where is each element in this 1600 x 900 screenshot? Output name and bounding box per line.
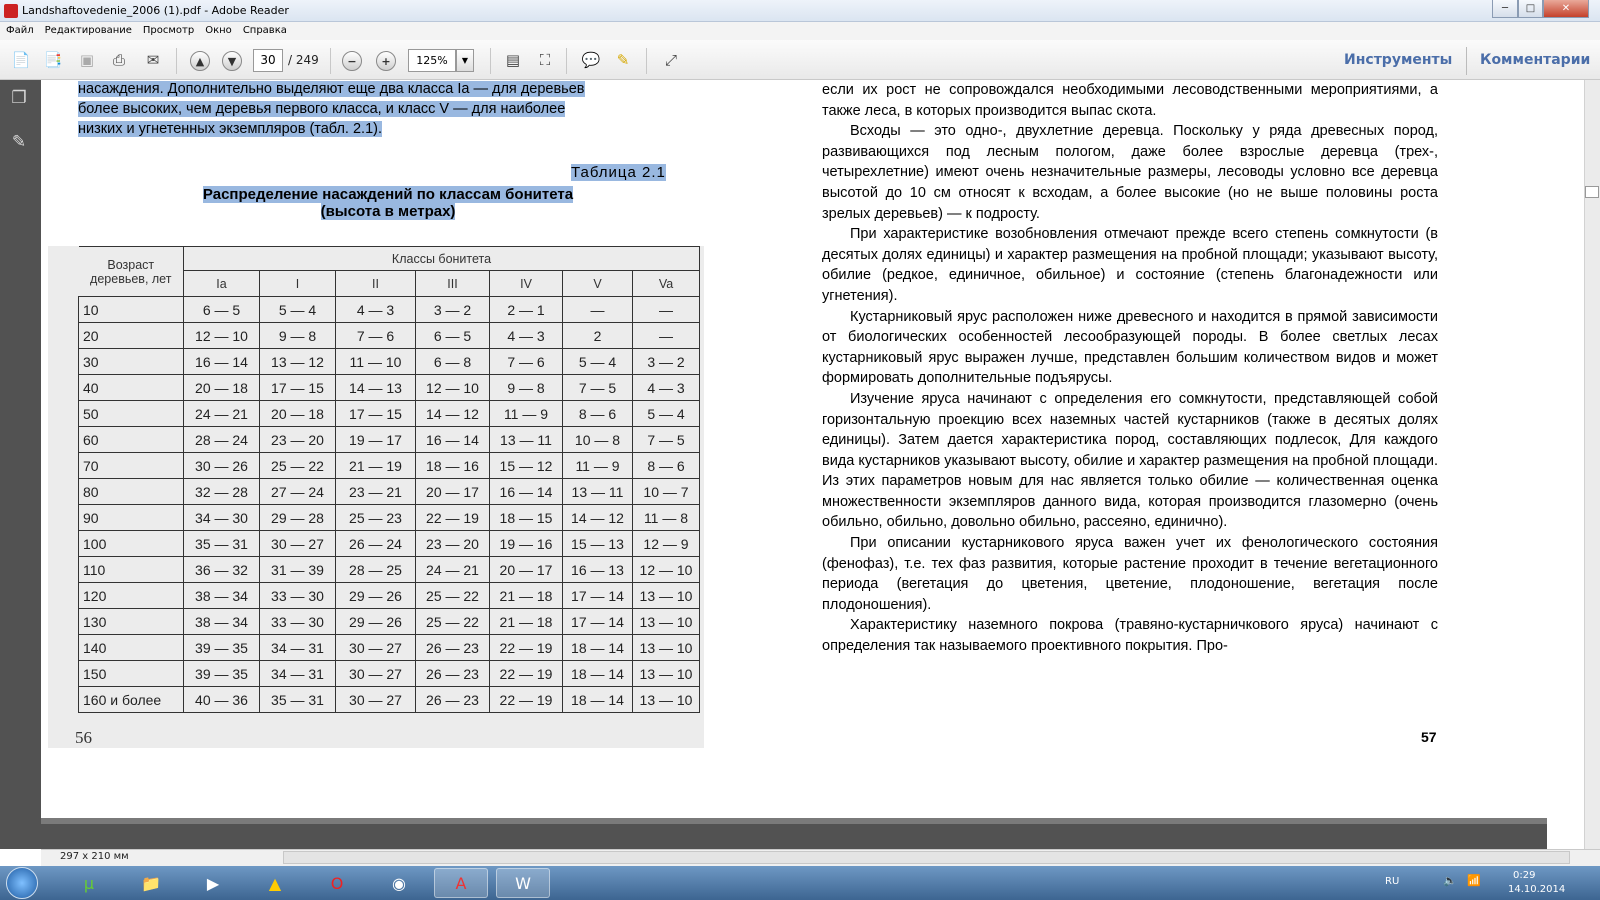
height-cell: 8 — 6 bbox=[563, 401, 633, 427]
email-icon[interactable]: ✉ bbox=[146, 51, 160, 69]
table-row bbox=[79, 531, 700, 557]
minus-icon[interactable]: − bbox=[342, 51, 362, 71]
adobe-reader-task-icon[interactable]: A bbox=[434, 868, 488, 898]
height-cell: 12 — 9 bbox=[633, 531, 700, 557]
height-cell: 16 — 14 bbox=[416, 427, 490, 453]
height-cell: 15 — 12 bbox=[490, 453, 563, 479]
age-cell: 40 bbox=[79, 375, 184, 401]
close-button[interactable]: ✕ bbox=[1543, 0, 1589, 18]
height-cell: 21 — 19 bbox=[336, 453, 416, 479]
menu-bar bbox=[0, 22, 1600, 40]
height-cell: 12 — 10 bbox=[416, 375, 490, 401]
highlighted-line: более высоких, чем деревья первого класса, и класс V — для наиболее bbox=[78, 101, 566, 117]
height-cell: 29 — 26 bbox=[336, 583, 416, 609]
height-cell: 8 — 6 bbox=[633, 453, 700, 479]
height-cell: 30 — 27 bbox=[336, 635, 416, 661]
table-body bbox=[79, 297, 700, 713]
height-cell: 13 — 11 bbox=[490, 427, 563, 453]
height-cell: 18 — 15 bbox=[490, 505, 563, 531]
height-cell: 22 — 19 bbox=[490, 661, 563, 687]
clock-date[interactable]: 14.10.2014 bbox=[1508, 884, 1566, 895]
height-cell: 28 — 25 bbox=[336, 557, 416, 583]
paragraph: если их рост не сопровождался необходимыми лесоводственными мероприятиями, а также леса, в которых производится выпас скота. bbox=[822, 82, 1438, 119]
pages-icon[interactable]: ❐ bbox=[11, 88, 27, 108]
height-cell: 17 — 14 bbox=[563, 583, 633, 609]
height-cell: 13 — 11 bbox=[563, 479, 633, 505]
export-icon[interactable]: 📑 bbox=[43, 51, 63, 69]
paperclip-icon[interactable]: ✎ bbox=[11, 132, 27, 152]
arrow-up-icon[interactable]: ▲ bbox=[190, 51, 210, 71]
height-cell: 17 — 14 bbox=[563, 609, 633, 635]
age-cell: 100 bbox=[79, 531, 184, 557]
class-header: II bbox=[336, 271, 416, 297]
navigation-sidebar bbox=[0, 80, 41, 849]
class-header: Va bbox=[633, 271, 700, 297]
height-cell: 25 — 22 bbox=[260, 453, 336, 479]
height-cell: 28 — 24 bbox=[184, 427, 260, 453]
height-cell: 13 — 10 bbox=[633, 687, 700, 713]
table-row bbox=[79, 687, 700, 713]
table-row bbox=[79, 609, 700, 635]
height-cell: 34 — 31 bbox=[260, 635, 336, 661]
height-cell: 5 — 4 bbox=[633, 401, 700, 427]
height-cell: 2 — 1 bbox=[490, 297, 563, 323]
menu-help[interactable]: Справка bbox=[242, 25, 287, 36]
height-cell: 16 — 13 bbox=[563, 557, 633, 583]
height-cell: 24 — 21 bbox=[416, 557, 490, 583]
table-row bbox=[79, 557, 700, 583]
height-cell: 16 — 14 bbox=[490, 479, 563, 505]
height-cell: 29 — 28 bbox=[260, 505, 336, 531]
age-header: Возраст деревьев, лет bbox=[79, 247, 184, 297]
zoom-input[interactable]: 125% bbox=[408, 49, 456, 72]
table-row bbox=[79, 401, 700, 427]
height-cell: 30 — 27 bbox=[336, 661, 416, 687]
age-cell: 120 bbox=[79, 583, 184, 609]
class-header: V bbox=[563, 271, 633, 297]
class-header: III bbox=[416, 271, 490, 297]
height-cell: 4 — 3 bbox=[490, 323, 563, 349]
height-cell: 16 — 14 bbox=[184, 349, 260, 375]
network-icon[interactable]: 📶 bbox=[1467, 874, 1481, 887]
language-indicator[interactable]: RU bbox=[1385, 876, 1400, 887]
tools-button[interactable]: Инструменты bbox=[1344, 52, 1453, 68]
table-row bbox=[79, 635, 700, 661]
chrome-icon[interactable]: ◉ bbox=[392, 873, 406, 893]
height-cell: 7 — 5 bbox=[563, 375, 633, 401]
height-cell: 29 — 26 bbox=[336, 609, 416, 635]
clock-time[interactable]: 0:29 bbox=[1513, 870, 1536, 881]
scrollbar-thumb[interactable] bbox=[1585, 186, 1599, 198]
page-total: / 249 bbox=[288, 53, 319, 67]
height-cell: 9 — 8 bbox=[490, 375, 563, 401]
page-gap bbox=[41, 818, 1547, 824]
height-cell: 30 — 27 bbox=[336, 687, 416, 713]
table-row bbox=[79, 505, 700, 531]
height-cell: 23 — 20 bbox=[260, 427, 336, 453]
height-cell: 32 — 28 bbox=[184, 479, 260, 505]
page-number-left: 56 bbox=[75, 728, 92, 747]
highlighted-line: низких и угнетенных экземпляров (табл. 2.1). bbox=[78, 121, 382, 137]
height-cell: 35 — 31 bbox=[260, 687, 336, 713]
table-header-row bbox=[79, 247, 700, 271]
table-row bbox=[79, 479, 700, 505]
height-cell: 26 — 23 bbox=[416, 661, 490, 687]
height-cell: 13 — 10 bbox=[633, 661, 700, 687]
height-cell: 11 — 10 bbox=[336, 349, 416, 375]
table-row bbox=[79, 349, 700, 375]
comments-button[interactable]: Комментарии bbox=[1480, 52, 1591, 68]
height-cell: 23 — 20 bbox=[416, 531, 490, 557]
classes-header: Классы бонитета bbox=[184, 247, 700, 271]
height-cell: 10 — 8 bbox=[563, 427, 633, 453]
menu-edit[interactable]: Редактирование bbox=[44, 25, 132, 36]
windows-taskbar bbox=[0, 866, 1600, 900]
age-cell: 50 bbox=[79, 401, 184, 427]
height-cell: 20 — 18 bbox=[184, 375, 260, 401]
height-cell: 4 — 3 bbox=[633, 375, 700, 401]
height-cell: 6 — 5 bbox=[184, 297, 260, 323]
table-caption: Таблица 2.1 bbox=[571, 164, 666, 181]
fit-page-icon[interactable]: ▤ bbox=[505, 51, 521, 69]
height-cell: 38 — 34 bbox=[184, 609, 260, 635]
table-row bbox=[79, 661, 700, 687]
comment-icon[interactable]: 💬 bbox=[581, 51, 601, 69]
table-title bbox=[160, 186, 616, 220]
height-cell: 39 — 35 bbox=[184, 661, 260, 687]
height-cell: 22 — 19 bbox=[490, 687, 563, 713]
height-cell: 2 bbox=[563, 323, 633, 349]
word-icon[interactable]: W bbox=[496, 868, 550, 898]
height-cell: 27 — 24 bbox=[260, 479, 336, 505]
paragraph bbox=[822, 389, 1438, 533]
toolbar-separator bbox=[646, 48, 647, 74]
bonitet-table bbox=[78, 246, 700, 713]
height-cell: 30 — 26 bbox=[184, 453, 260, 479]
explorer-icon[interactable]: 📁 bbox=[141, 873, 161, 893]
age-cell: 110 bbox=[79, 557, 184, 583]
height-cell: 24 — 21 bbox=[184, 401, 260, 427]
window-title: Landshaftovedenie_2006 (1).pdf - Adobe Reader bbox=[22, 4, 289, 17]
create-pdf-icon[interactable]: 📄 bbox=[11, 51, 31, 69]
height-cell: 11 — 9 bbox=[490, 401, 563, 427]
height-cell: 19 — 17 bbox=[336, 427, 416, 453]
table-title-line: Распределение насаждений по классам бонитета bbox=[202, 186, 574, 203]
table-row bbox=[79, 375, 700, 401]
age-cell: 20 bbox=[79, 323, 184, 349]
height-cell: — bbox=[633, 297, 700, 323]
height-cell: 6 — 5 bbox=[416, 323, 490, 349]
height-cell: 12 — 10 bbox=[633, 557, 700, 583]
height-cell: 7 — 5 bbox=[633, 427, 700, 453]
chevron-down-icon[interactable]: ▼ bbox=[456, 49, 474, 72]
height-cell: 6 — 8 bbox=[416, 349, 490, 375]
age-cell: 30 bbox=[79, 349, 184, 375]
table-subtitle: (высота в метрах) bbox=[320, 203, 456, 220]
paragraph: Кустарниковый ярус расположен ниже древесного и находится в прямой зависимости от биологических особенностей лесообразующей породы. В более светлых лесах кустарниковый ярус выражен лучше, представлен большим количеством видов и может формировать дополнительные подъярусы. bbox=[822, 308, 1438, 387]
table-row bbox=[79, 297, 700, 323]
table-row bbox=[79, 453, 700, 479]
volume-icon[interactable]: 🔈 bbox=[1443, 874, 1457, 887]
height-cell: 39 — 35 bbox=[184, 635, 260, 661]
height-cell: 3 — 2 bbox=[416, 297, 490, 323]
toolbar-separator bbox=[176, 48, 177, 74]
height-cell: 11 — 8 bbox=[633, 505, 700, 531]
height-cell: 5 — 4 bbox=[260, 297, 336, 323]
height-cell: 22 — 19 bbox=[416, 505, 490, 531]
table-row bbox=[79, 427, 700, 453]
height-cell: 13 — 10 bbox=[633, 635, 700, 661]
window-titlebar bbox=[0, 0, 1600, 22]
height-cell: 25 — 22 bbox=[416, 583, 490, 609]
age-cell: 90 bbox=[79, 505, 184, 531]
start-button[interactable] bbox=[6, 867, 38, 899]
height-cell: 20 — 17 bbox=[490, 557, 563, 583]
print-icon[interactable]: ⎙ bbox=[112, 51, 125, 69]
height-cell: 18 — 14 bbox=[563, 687, 633, 713]
height-cell: 36 — 32 bbox=[184, 557, 260, 583]
height-cell: 14 — 12 bbox=[563, 505, 633, 531]
page-number-right: 57 bbox=[1421, 729, 1437, 745]
height-cell: 18 — 14 bbox=[563, 635, 633, 661]
adobe-reader-icon bbox=[4, 4, 18, 18]
height-cell: 14 — 13 bbox=[336, 375, 416, 401]
height-cell: 17 — 15 bbox=[260, 375, 336, 401]
height-cell: 10 — 7 bbox=[633, 479, 700, 505]
height-cell: 30 — 27 bbox=[260, 531, 336, 557]
paragraph-text: Изучение яруса начинают с определения его сомкнутости, представляющей собой горизонтальную проекцию всех наземных частей кустарников (также в десятых долях единицы). Затем дается характеристика пород, составляющих подлесок, Для каждого вида кустарников указывают высоту, обилие и характер размещения на пробной площади. Из этих параметров новым для нас является только обилие — количественная оценка множественности экземпляров данного вида, которая производится глазомерно (очень обильно, обильно, довольно обильно, рассеяно, единично). bbox=[822, 390, 1438, 531]
height-cell: 34 — 30 bbox=[184, 505, 260, 531]
right-column bbox=[822, 80, 1438, 657]
age-cell: 130 bbox=[79, 609, 184, 635]
paragraph: Всходы — это одно-, двухлетние деревца. Поскольку у ряда древесных пород, развивающихся под лесным пологом, даже более взрослые деревца (трех-, четырехлетние) имеют очень незначительные размеры, лесоводы условно все деревца высотой до 10 см относят к всходам, а более высокие (но не выше половины роста зрелых деревьев) — к подросту. bbox=[822, 123, 1438, 222]
height-cell: 31 — 39 bbox=[260, 557, 336, 583]
horizontal-scrollbar[interactable] bbox=[283, 851, 1570, 864]
table-row bbox=[79, 323, 700, 349]
toolbar-separator bbox=[330, 48, 331, 74]
menu-window[interactable]: Окно bbox=[205, 25, 232, 36]
height-cell: 34 — 31 bbox=[260, 661, 336, 687]
height-cell: — bbox=[563, 297, 633, 323]
height-cell: 20 — 18 bbox=[260, 401, 336, 427]
height-cell: 25 — 22 bbox=[416, 609, 490, 635]
height-cell: 26 — 23 bbox=[416, 635, 490, 661]
utorrent-icon[interactable]: µ bbox=[83, 873, 95, 893]
opera-icon[interactable]: O bbox=[330, 873, 344, 893]
fullscreen-icon[interactable]: ⤢ bbox=[664, 51, 677, 69]
height-cell: 7 — 6 bbox=[490, 349, 563, 375]
height-cell: 9 — 8 bbox=[260, 323, 336, 349]
paragraph: При характеристике возобновления отмечают прежде всего степень сомкнутости (в десятых долях единицы) и характер размещения на пробной площади; указывают высоту, обилие (редкое, единичное, обильное) и состояние (степень благонадежности или угнетения). bbox=[822, 226, 1438, 304]
age-cell: 10 bbox=[79, 297, 184, 323]
media-player-icon[interactable]: ▶ bbox=[206, 873, 220, 893]
height-cell: 18 — 14 bbox=[563, 661, 633, 687]
age-cell: 80 bbox=[79, 479, 184, 505]
maximize-button[interactable]: □ bbox=[1518, 0, 1543, 18]
height-cell: — bbox=[633, 323, 700, 349]
height-cell: 21 — 18 bbox=[490, 609, 563, 635]
height-cell: 26 — 24 bbox=[336, 531, 416, 557]
toolbar-separator bbox=[490, 48, 491, 74]
height-cell: 13 — 12 bbox=[260, 349, 336, 375]
height-cell: 35 — 31 bbox=[184, 531, 260, 557]
age-cell: 160 и более bbox=[79, 687, 184, 713]
height-cell: 22 — 19 bbox=[490, 635, 563, 661]
height-cell: 40 — 36 bbox=[184, 687, 260, 713]
toolbar-separator bbox=[1466, 47, 1467, 75]
height-cell: 18 — 16 bbox=[416, 453, 490, 479]
class-header: Ia bbox=[184, 271, 260, 297]
paragraph: При описании кустарникового яруса важен учет их фенологического состояния (фенофаз), т.е. тех фаз развития, которые растение проходит в течение вегетационного периода (вегетация до цветения, цветение, плодоношение, вегетация после плодоношения). bbox=[822, 535, 1438, 613]
toolbar-separator bbox=[566, 48, 567, 74]
height-cell: 12 — 10 bbox=[184, 323, 260, 349]
highlight-icon[interactable]: ✎ bbox=[616, 51, 630, 69]
height-cell: 14 — 12 bbox=[416, 401, 490, 427]
height-cell: 20 — 17 bbox=[416, 479, 490, 505]
highlighted-paragraph bbox=[78, 79, 702, 139]
menu-view[interactable]: Просмотр bbox=[142, 25, 195, 36]
height-cell: 26 — 23 bbox=[416, 687, 490, 713]
height-cell: 3 — 2 bbox=[633, 349, 700, 375]
height-cell: 13 — 10 bbox=[633, 609, 700, 635]
height-cell: 13 — 10 bbox=[633, 583, 700, 609]
paper-size: 297 x 210 мм bbox=[60, 851, 129, 862]
class-header: IV bbox=[490, 271, 563, 297]
class-header: I bbox=[260, 271, 336, 297]
save-icon[interactable]: ▣ bbox=[79, 51, 95, 69]
height-cell: 25 — 23 bbox=[336, 505, 416, 531]
height-cell: 19 — 16 bbox=[490, 531, 563, 557]
highlighted-line: насаждения. Дополнительно выделяют еще два класса Ia — для деревьев bbox=[78, 81, 585, 97]
age-cell: 140 bbox=[79, 635, 184, 661]
height-cell: 5 — 4 bbox=[563, 349, 633, 375]
height-cell: 38 — 34 bbox=[184, 583, 260, 609]
height-cell: 15 — 13 bbox=[563, 531, 633, 557]
height-cell: 33 — 30 bbox=[260, 583, 336, 609]
aimp-icon[interactable]: ▲ bbox=[268, 873, 282, 893]
paragraph: Характеристику наземного покрова (травяно-кустарничкового яруса) начинают с определения так называемого проективного покрытия. Про- bbox=[822, 617, 1438, 655]
age-cell: 150 bbox=[79, 661, 184, 687]
height-cell: 4 — 3 bbox=[336, 297, 416, 323]
height-cell: 23 — 21 bbox=[336, 479, 416, 505]
height-cell: 11 — 9 bbox=[563, 453, 633, 479]
menu-file[interactable]: Файл bbox=[6, 25, 34, 36]
plus-icon[interactable]: + bbox=[376, 51, 396, 71]
minimize-button[interactable]: ─ bbox=[1492, 0, 1518, 18]
height-cell: 21 — 18 bbox=[490, 583, 563, 609]
arrow-down-icon[interactable]: ▼ bbox=[222, 51, 242, 71]
table-row bbox=[79, 583, 700, 609]
fit-width-icon[interactable]: ⛶ bbox=[539, 51, 551, 69]
height-cell: 7 — 6 bbox=[336, 323, 416, 349]
age-cell: 60 bbox=[79, 427, 184, 453]
height-cell: 17 — 15 bbox=[336, 401, 416, 427]
age-cell: 70 bbox=[79, 453, 184, 479]
height-cell: 33 — 30 bbox=[260, 609, 336, 635]
page-number-input[interactable]: 30 bbox=[253, 49, 283, 72]
